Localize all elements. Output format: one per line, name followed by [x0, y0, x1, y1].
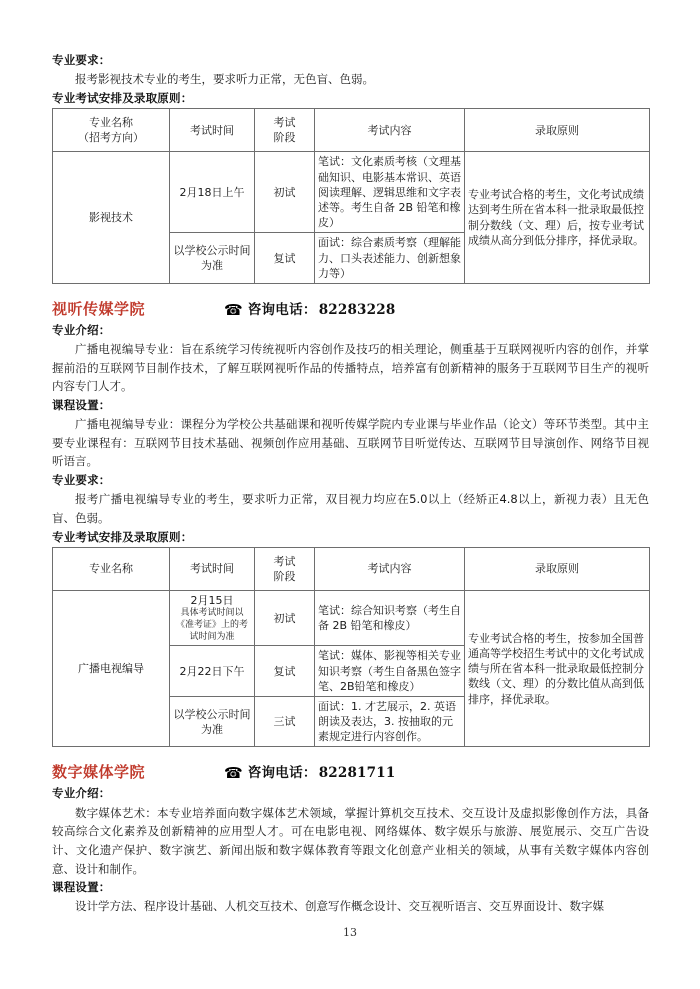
contact-phone-av-media: [224, 298, 395, 318]
digital-media-curriculum-text: 设计学方法、程序设计基础、人机交互技术、创意写作概念设计、交互视听语言、交互界面设计、数字媒: [75, 899, 604, 914]
college-heading-av-media: [52, 298, 649, 319]
column-header-stage-line1: 考试: [273, 554, 296, 568]
cell-content: 笔试：媒体、影视等相关专业知识考察（考生自备黑色签字笔、2B铅笔和橡皮）: [315, 646, 465, 697]
phone-number: 82281711: [318, 765, 396, 782]
table-row: [53, 152, 650, 233]
cell-principle: 专业考试合格的考生，文化考试成绩达到考生所在省本科一批录取最低控制分数线（文、理）后，按专业考试成绩从高分到低分排序，择优录取。: [465, 152, 650, 283]
phone-icon: ☎: [224, 764, 243, 783]
av-media-curriculum-label: 课程设置：: [52, 397, 111, 412]
cell-major: 广播电视编导: [53, 591, 170, 747]
page-content: [52, 52, 649, 917]
column-header-stage: [255, 547, 315, 590]
cell-stage: 三试: [255, 696, 315, 747]
av-media-curriculum-text: 广播电视编导专业：课程分为学校公共基础课和视听传媒学院内专业课与毕业作品（论文）等环节类型。其中主要专业课程有：互联网节目技术基础、视频创作应用基础、互联网节目听觉传达、互联网节目导演创作、网络节目视听语言。: [52, 417, 649, 469]
contact-phone-digital-media: [224, 761, 395, 781]
cell-stage: 初试: [255, 591, 315, 646]
film-tech-table-label: 专业考试安排及录取原则：: [52, 90, 193, 105]
column-header-major-line2: （招考方向）: [78, 131, 144, 145]
cell-principle: 专业考试合格的考生，按参加全国普通高等学校招生考试中的文化考试成绩与所在省本科一批录取最低控制分数线（文、理）的分数比值从高到低排序，择优录取。: [465, 591, 650, 747]
column-header-major: [53, 109, 170, 152]
column-header-content: 考试内容: [315, 547, 465, 590]
column-header-stage-line1: 考试: [273, 116, 296, 130]
av-media-intro-text: 广播电视编导专业：旨在系统学习传统视听内容创作及技巧的相关理论，侧重基于互联网视听内容的创作，并掌握前沿的互联网节目制作技术，了解互联网视听作品的传播特点，培养富有创新精神的服务于互联网节目生产的视听内容专门人才。: [52, 342, 649, 394]
digital-media-intro-text: 数字媒体艺术：本专业培养面向数字媒体艺术领域，掌握计算机交互技术、交互设计及虚拟影像创作方法，具备较高综合文化素养及创新精神的应用型人才。可在电影电视、网络媒体、数字娱乐与旅游、展览展示、交互广告设计、文化遗产保护、数字演艺、新闻出版和数字媒体教育等跟文化创意产业相关的领域，从事有关数字媒体内容创意、设计和制作。: [52, 805, 649, 876]
cell-time: [170, 591, 255, 646]
av-media-table-label: 专业考试安排及录取原则：: [52, 529, 193, 544]
table-row: [53, 591, 650, 646]
column-header-stage-line2: 阶段: [273, 570, 296, 584]
page-number: 13: [343, 926, 357, 939]
phone-label: 咨询电话：: [247, 301, 317, 318]
cell-stage: 复试: [255, 233, 315, 284]
phone-icon: ☎: [224, 300, 243, 319]
cell-time-main: 2月15日: [190, 594, 234, 608]
column-header-time: 考试时间: [170, 547, 255, 590]
phone-label: 咨询电话：: [247, 765, 317, 782]
cell-stage: 复试: [255, 646, 315, 697]
cell-major: 影视技术: [53, 152, 170, 283]
column-header-stage: [255, 109, 315, 152]
column-header-major-line1: 专业名称: [89, 116, 133, 130]
table-header-row: [53, 547, 650, 590]
film-tech-requirement-label: 专业要求：: [52, 53, 111, 67]
college-name-digital-media: 数字媒体学院: [52, 763, 146, 782]
exam-table-film-tech: [52, 108, 650, 284]
cell-content: 面试：综合素质考察（理解能力、口头表述能力、创新想象力等）: [315, 233, 465, 284]
cell-time: 2月18日上午: [170, 152, 255, 233]
column-header-stage-line2: 阶段: [273, 131, 296, 145]
cell-stage: 初试: [255, 152, 315, 233]
av-media-requirement-label: 专业要求：: [52, 473, 111, 488]
cell-content: 笔试：文化素质考核（文理基础知识、电影基本常识、英语阅读理解、逻辑思维和文字表述等。考生自备 2B 铅笔和橡皮）: [315, 152, 465, 233]
phone-number: 82283228: [318, 301, 396, 318]
column-header-major: 专业名称: [53, 547, 170, 590]
cell-time: 以学校公示时间为准: [170, 696, 255, 747]
av-media-requirement-text: 报考广播电视编导专业的考生，要求听力正常，双目视力均应在5.0以上（经矫正4.8以上，新视力表）且无色盲、色弱。: [52, 492, 649, 525]
table-header-row: [53, 109, 650, 152]
av-media-intro-label: 专业介绍：: [52, 322, 111, 337]
digital-media-intro-label: 专业介绍：: [52, 786, 111, 801]
exam-table-av-media: [52, 547, 650, 748]
column-header-principle: 录取原则: [465, 109, 650, 152]
college-heading-digital-media: [52, 761, 649, 782]
digital-media-curriculum-label: 课程设置：: [52, 880, 111, 895]
column-header-content: 考试内容: [315, 109, 465, 152]
column-header-time: 考试时间: [170, 109, 255, 152]
cell-time: 以学校公示时间为准: [170, 233, 255, 284]
cell-content: 面试：1. 才艺展示，2. 英语朗读及表达，3. 按抽取的元素规定进行内容创作。: [315, 696, 465, 747]
cell-time: 2月22日下午: [170, 646, 255, 697]
cell-content: 笔试：综合知识考察（考生自备 2B 铅笔和橡皮）: [315, 591, 465, 646]
college-name-av-media: 视听传媒学院: [52, 299, 146, 318]
cell-time-note: 具体考试时间以《准考证》上的考试时间为准: [175, 608, 248, 642]
film-tech-requirement-text: 报考影视技术专业的考生，要求听力正常，无色盲、色弱。: [75, 72, 374, 87]
column-header-principle: 录取原则: [465, 547, 650, 590]
